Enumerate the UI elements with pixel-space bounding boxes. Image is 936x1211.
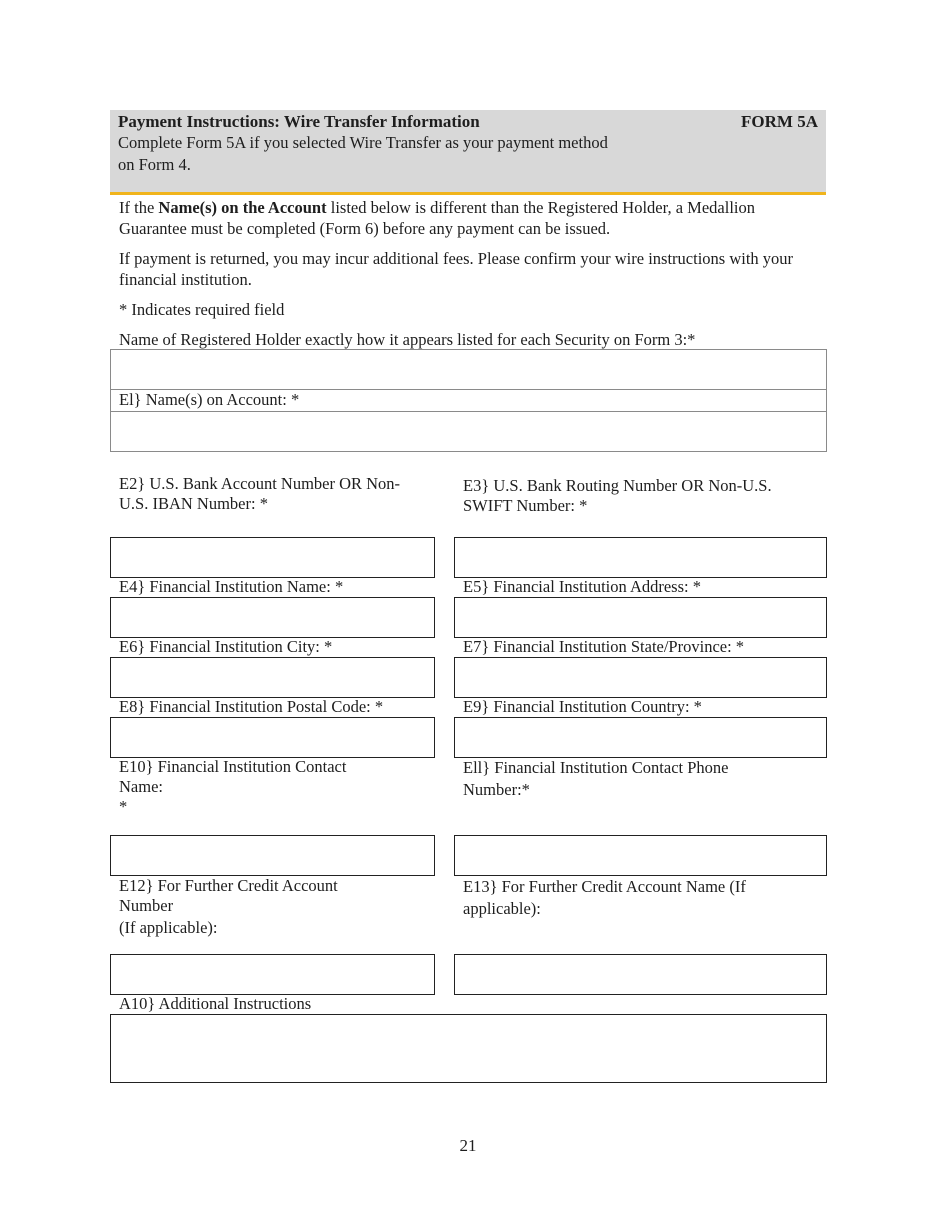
contact-phone-label: Ell} Financial Institution Contact Phone Number:* xyxy=(463,758,729,799)
notice-text-end: listed below is different than the Registered Holder, a Medallion Guarantee must be completed (Form 6) before any payment can be issued. xyxy=(119,198,755,238)
contact-name-label-line1: E10} Financial Institution Contact xyxy=(119,757,347,776)
contact-phone-field[interactable] xyxy=(454,835,827,876)
institution-city-label: E6} Financial Institution City: * xyxy=(119,637,333,656)
page-number: 21 xyxy=(459,1136,477,1155)
additional-instructions-label: A10} Additional Instructions xyxy=(119,994,312,1013)
form-title: Payment Instructions: Wire Transfer Information xyxy=(118,112,480,131)
further-credit-name-field[interactable] xyxy=(454,954,827,995)
form-number: FORM 5A xyxy=(741,112,818,131)
contact-name-field[interactable] xyxy=(110,835,435,876)
routing-number-label: E3} U.S. Bank Routing Number OR Non-U.S. SWIFT Number: * xyxy=(463,476,772,515)
notice-text-start: If the xyxy=(119,198,159,217)
contact-name-label-line3: * xyxy=(119,797,128,816)
form-header xyxy=(110,110,826,195)
institution-city-field[interactable] xyxy=(110,657,435,698)
medallion-notice xyxy=(119,197,819,239)
registered-holder-field[interactable] xyxy=(110,349,827,390)
name-on-account-label: El} Name(s) on Account: * xyxy=(119,390,300,409)
further-credit-number-label xyxy=(119,876,419,938)
account-number-field[interactable] xyxy=(110,537,435,578)
further-credit-number-line2: Number xyxy=(119,896,174,915)
further-credit-name-label: E13} For Further Credit Account Name (If applicable): xyxy=(463,877,746,918)
further-credit-number-line3: (If applicable): xyxy=(119,918,218,937)
further-credit-number-line1: E12} For Further Credit Account xyxy=(119,876,338,895)
contact-name-label xyxy=(119,757,419,817)
institution-country-label: E9} Financial Institution Country: * xyxy=(463,697,702,716)
institution-name-field[interactable] xyxy=(110,597,435,638)
notice-text-bold: Name(s) on the Account xyxy=(158,198,327,217)
account-number-label: E2} U.S. Bank Account Number OR Non-U.S. IBAN Number: * xyxy=(119,474,401,513)
contact-name-label-line2: Name: xyxy=(119,777,163,796)
form-description: Complete Form 5A if you selected Wire Transfer as your payment method on Form 4. xyxy=(118,133,608,174)
institution-postal-label: E8} Financial Institution Postal Code: * xyxy=(119,697,384,716)
further-credit-number-field[interactable] xyxy=(110,954,435,995)
institution-country-field[interactable] xyxy=(454,717,827,758)
registered-holder-label: Name of Registered Holder exactly how it appears listed for each Security on Form 3:* xyxy=(119,330,696,349)
routing-number-field[interactable] xyxy=(454,537,827,578)
institution-address-field[interactable] xyxy=(454,597,827,638)
returned-payment-notice: If payment is returned, you may incur additional fees. Please confirm your wire instructions with your financial institution. xyxy=(119,249,794,289)
required-field-note: * Indicates required field xyxy=(119,300,285,319)
institution-state-label: E7} Financial Institution State/Province: * xyxy=(463,637,745,656)
name-on-account-field[interactable] xyxy=(110,411,827,452)
additional-instructions-field[interactable] xyxy=(110,1014,827,1083)
institution-postal-field[interactable] xyxy=(110,717,435,758)
institution-name-label: E4} Financial Institution Name: * xyxy=(119,577,344,596)
name-on-account-label-row xyxy=(110,389,827,412)
institution-state-field[interactable] xyxy=(454,657,827,698)
institution-address-label: E5} Financial Institution Address: * xyxy=(463,577,701,596)
